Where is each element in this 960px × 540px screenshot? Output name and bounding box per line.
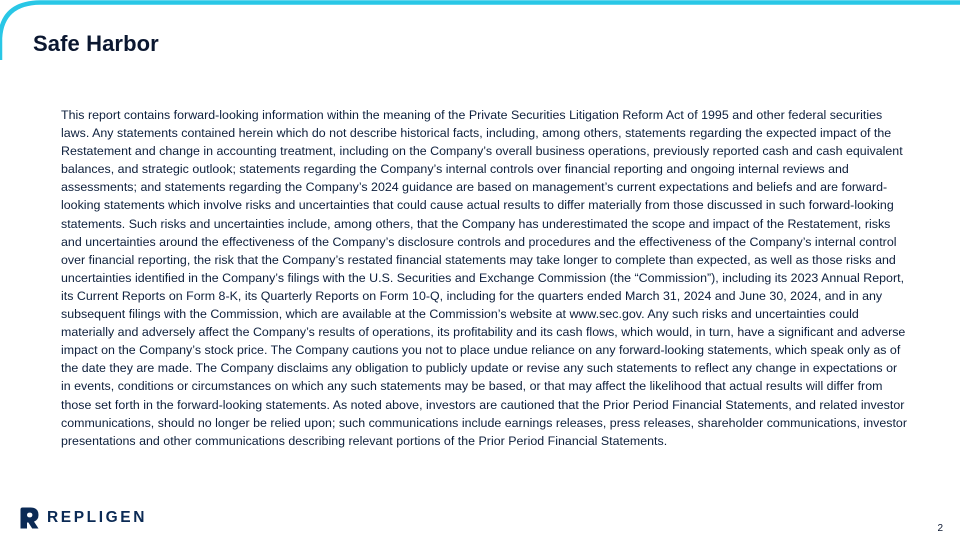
- company-logo: [20, 506, 147, 530]
- page-number: 2: [937, 523, 943, 534]
- slide-title: Safe Harbor: [33, 31, 159, 56]
- safe-harbor-statement: This report contains forward-looking information within the meaning of the Private Securities Litigation Reform Act of 1995 and other federal securities laws. Any statements contained herein which do not describe historical facts, including, among others, statements regarding the expected impact of the Restatement and change in accounting treatment, including on the Company’s overall business operations, previously reported cash and cash equivalent balances, and strategic outlook; statements regarding the Company’s internal controls over financial reporting and ongoing internal reviews and assessments; and statements regarding the Company’s 2024 guidance are based on management’s current expectations and beliefs and are forward-looking statements which involve risks and uncertainties that could cause actual results to differ materially from those discussed in such forward-looking statements. Such risks and uncertainties include, among others, that the Company has underestimated the scope and impact of the Restatement, risks and uncertainties around the effectiveness of the Company’s disclosure controls and procedures and the effectiveness of the Company’s internal control over financial reporting, the risk that the Company’s restated financial statements may take longer to complete than expected, as well as those risks and uncertainties identified in the Company’s filings with the U.S. Securities and Exchange Commission (the “Commission”), including its 2023 Annual Report, its Current Reports on Form 8-K, its Quarterly Reports on Form 10-Q, including for the quarters ended March 31, 2024 and June 30, 2024, and in any subsequent filings with the Commission, which are available at the Commission’s website at www.sec.gov. Any such risks and uncertainties could materially and adversely affect the Company’s results of operations, its profitability and its cash flows, which would, in turn, have a significant and adverse impact on the Company’s stock price. The Company cautions you not to place undue reliance on any forward-looking statements, which speak only as of the date they are made. The Company disclaims any obligation to publicly update or revise any such statements to reflect any change in expectations or in events, conditions or circumstances on which any such statements may be based, or that may affect the likelihood that actual results will differ from those set forth in the forward-looking statements. As noted above, investors are cautioned that the Prior Period Financial Statements, and related investor communications, should no longer be relied upon; such communications include earnings releases, press releases, shareholder communications, investor presentations and other communications describing relevant portions of the Prior Period Financial Statements.: [61, 108, 907, 448]
- logo-wordmark: REPLIGEN: [47, 509, 148, 526]
- repligen-r-logo-icon: [20, 507, 39, 529]
